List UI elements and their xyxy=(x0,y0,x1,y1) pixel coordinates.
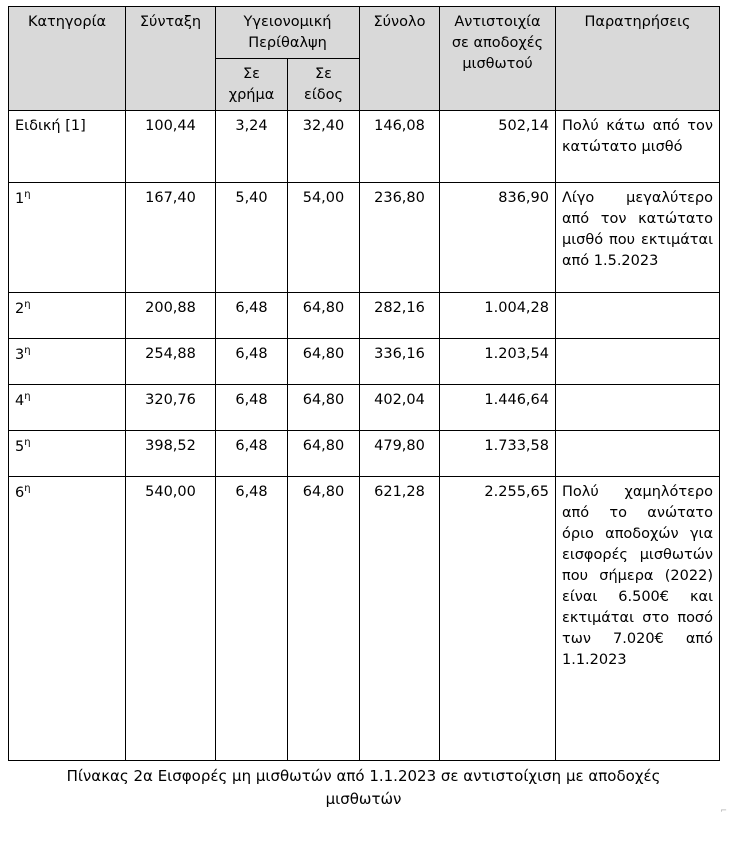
cell-category-suffix: η xyxy=(24,189,31,201)
cell-category-value: 5 xyxy=(15,438,25,455)
cell-equivalence: 1.203,54 xyxy=(440,339,556,385)
cell-category-suffix: η xyxy=(24,391,31,403)
cell-category xyxy=(9,477,126,761)
cell-health-cash: 6,48 xyxy=(216,385,288,431)
table-row xyxy=(9,385,720,431)
cell-notes: Πολύ χαμηλότερο από το ανώτατο όριο αποδοχών για εισφορές μισθωτών που σήμερα (2022) είναι 6.500€ και εκτιμάται στο ποσό των 7.020€ από 1.1.2023 xyxy=(556,477,720,761)
cell-category-value: 3 xyxy=(15,346,25,363)
table-row xyxy=(9,183,720,293)
cell-notes: Λίγο μεγαλύτερο από τον κατώτατο μισθό που εκτιμάται από 1.5.2023 xyxy=(556,183,720,293)
cell-notes xyxy=(556,431,720,477)
cell-total: 282,16 xyxy=(360,293,440,339)
cell-total: 402,04 xyxy=(360,385,440,431)
cell-pension: 320,76 xyxy=(126,385,216,431)
cell-pension: 167,40 xyxy=(126,183,216,293)
cell-health-kind: 64,80 xyxy=(288,477,360,761)
cell-health-cash: 5,40 xyxy=(216,183,288,293)
cell-total: 236,80 xyxy=(360,183,440,293)
table-row xyxy=(9,339,720,385)
column-header-pension: Σύνταξη xyxy=(126,7,216,111)
cell-notes xyxy=(556,385,720,431)
cell-category xyxy=(9,339,126,385)
cell-equivalence: 502,14 xyxy=(440,111,556,183)
cell-health-kind: 32,40 xyxy=(288,111,360,183)
cell-equivalence: 1.004,28 xyxy=(440,293,556,339)
cell-category xyxy=(9,385,126,431)
table-caption: Πίνακας 2α Εισφορές μη μισθωτών από 1.1.2023 σε αντιστοίχιση με αποδοχές μισθωτών xyxy=(66,767,661,808)
cell-health-cash: 6,48 xyxy=(216,431,288,477)
cell-health-kind: 64,80 xyxy=(288,431,360,477)
cell-health-kind: 54,00 xyxy=(288,183,360,293)
table-header-row-1 xyxy=(9,7,720,59)
cell-equivalence: 1.733,58 xyxy=(440,431,556,477)
cell-equivalence: 836,90 xyxy=(440,183,556,293)
cell-category-suffix: η xyxy=(24,299,31,311)
cell-category-value: 4 xyxy=(15,392,25,409)
cell-category-value: 1 xyxy=(15,190,25,207)
column-header-total: Σύνολο xyxy=(360,7,440,111)
cell-notes xyxy=(556,339,720,385)
cell-category xyxy=(9,431,126,477)
cell-pension: 398,52 xyxy=(126,431,216,477)
page-corner-mark: ⌐ xyxy=(720,806,727,815)
cell-pension: 540,00 xyxy=(126,477,216,761)
cell-total: 146,08 xyxy=(360,111,440,183)
table-row xyxy=(9,293,720,339)
table-header xyxy=(9,7,720,111)
column-header-health-cash: Σε χρήμα xyxy=(216,59,288,111)
cell-health-cash: 6,48 xyxy=(216,339,288,385)
cell-total: 621,28 xyxy=(360,477,440,761)
cell-pension: 254,88 xyxy=(126,339,216,385)
cell-category: Ειδική [1] xyxy=(9,111,126,183)
cell-notes: Πολύ κάτω από τον κατώτατο μισθό xyxy=(556,111,720,183)
cell-health-cash: 6,48 xyxy=(216,477,288,761)
cell-category-suffix: η xyxy=(24,345,31,357)
cell-health-kind: 64,80 xyxy=(288,385,360,431)
contributions-table xyxy=(8,6,720,761)
cell-health-cash: 3,24 xyxy=(216,111,288,183)
table-row xyxy=(9,477,720,761)
cell-category xyxy=(9,183,126,293)
cell-pension: 100,44 xyxy=(126,111,216,183)
cell-health-kind: 64,80 xyxy=(288,339,360,385)
cell-health-cash: 6,48 xyxy=(216,293,288,339)
cell-category-value: 2 xyxy=(15,300,25,317)
cell-notes xyxy=(556,293,720,339)
cell-category-value: 6 xyxy=(15,484,25,501)
table-row xyxy=(9,111,720,183)
cell-health-kind: 64,80 xyxy=(288,293,360,339)
cell-category-suffix: η xyxy=(24,483,31,495)
column-header-health: Υγειονομική Περίθαλψη xyxy=(216,7,360,59)
column-header-category: Κατηγορία xyxy=(9,7,126,111)
column-header-health-kind: Σε είδος xyxy=(288,59,360,111)
cell-total: 479,80 xyxy=(360,431,440,477)
cell-equivalence: 1.446,64 xyxy=(440,385,556,431)
cell-category xyxy=(9,293,126,339)
cell-equivalence: 2.255,65 xyxy=(440,477,556,761)
table-row xyxy=(9,431,720,477)
table-body xyxy=(9,111,720,761)
cell-pension: 200,88 xyxy=(126,293,216,339)
column-header-equivalence: Αντιστοιχία σε αποδοχές μισθωτού xyxy=(440,7,556,111)
cell-category-suffix: η xyxy=(24,437,31,449)
cell-total: 336,16 xyxy=(360,339,440,385)
column-header-notes: Παρατηρήσεις xyxy=(556,7,720,111)
